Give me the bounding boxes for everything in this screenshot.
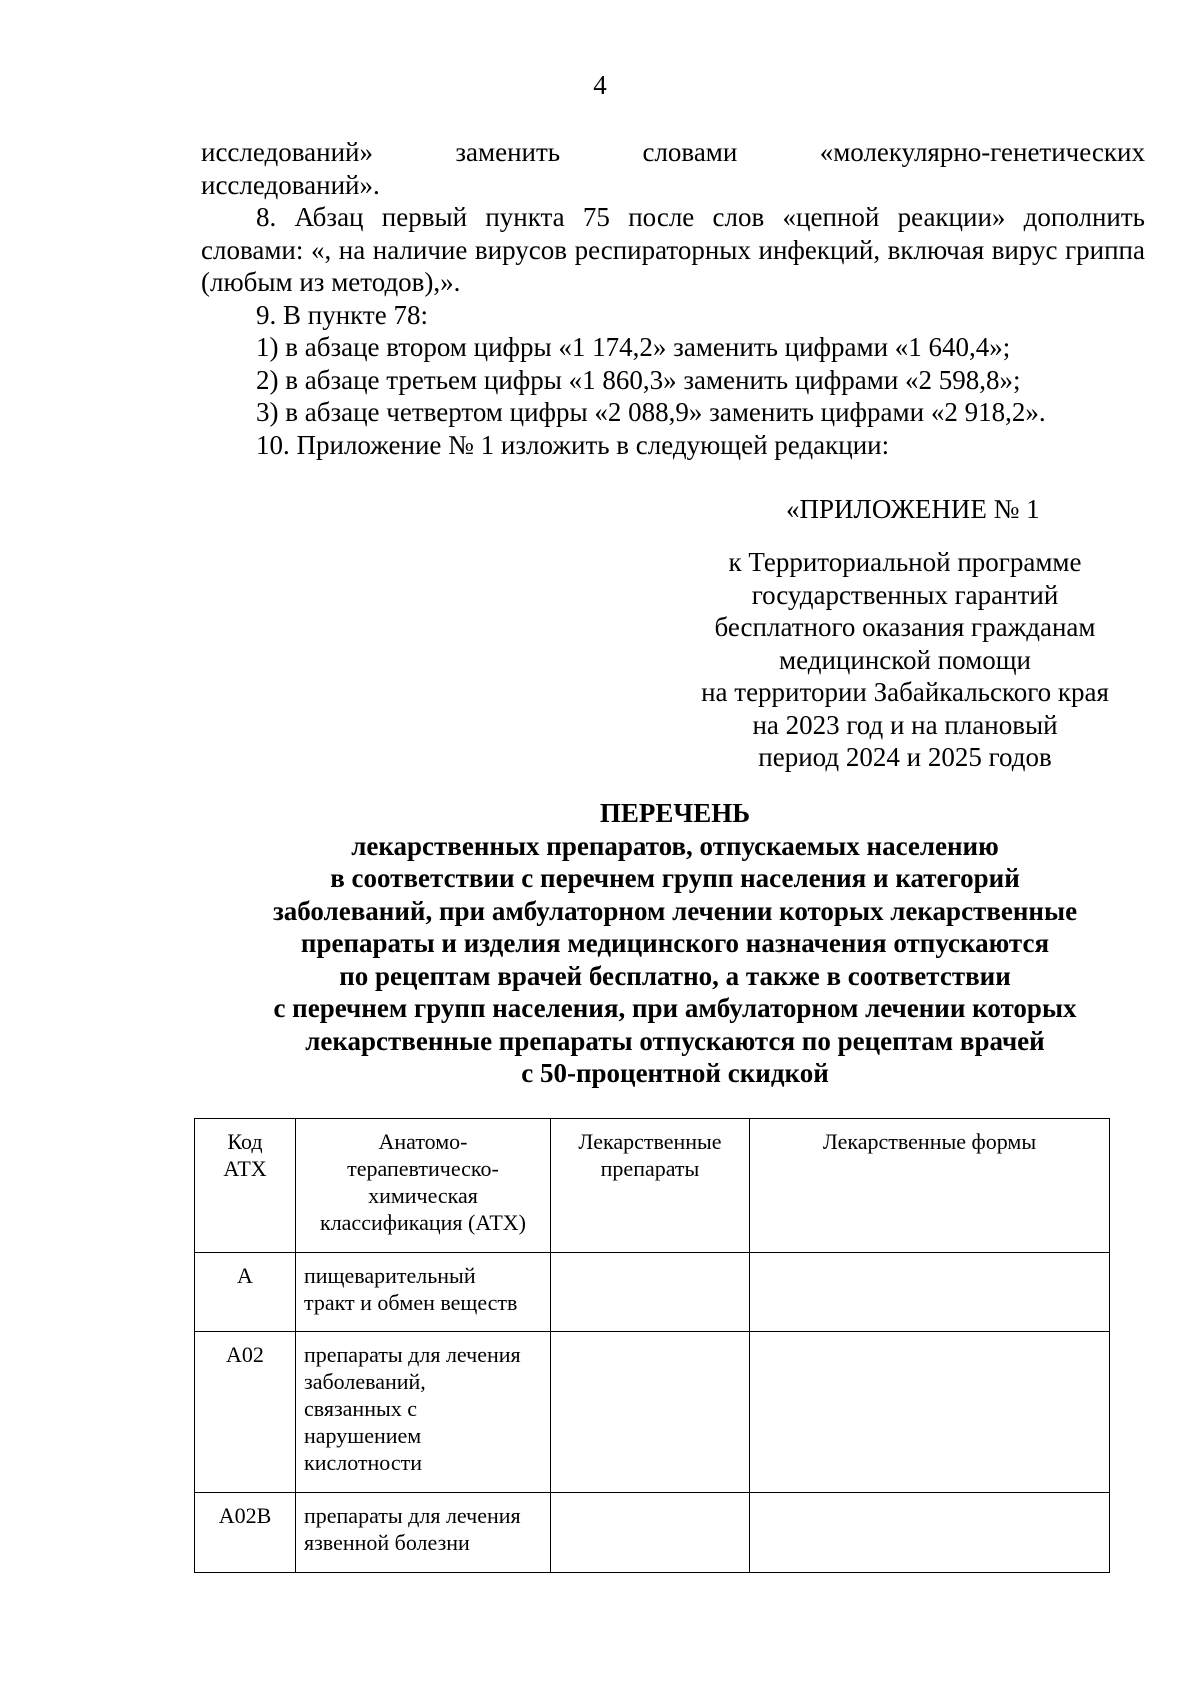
document-title-line: лекарственных препаратов, отпускаемых населению [351,830,999,861]
cell-forms [750,1253,1110,1332]
paragraph-8: 8. Абзац первый пункта 75 после слов «цепной реакции» дополнить словами: «, на наличие вирусов респираторных инфекций, включая вирус гриппа (любым из методов),». [201,202,1145,297]
table-header-row [195,1119,1110,1253]
body-text [201,136,1145,461]
cell-code: А [195,1253,296,1332]
header-code-line: АТХ [223,1156,267,1181]
document-title-line: заболеваний, при амбулаторном лечении которых лекарственные [272,895,1078,926]
cell-atx [296,1253,551,1332]
cell-atx-line: препараты для лечения [304,1342,521,1367]
cell-atx [296,1493,551,1573]
cell-drugs [551,1253,750,1332]
document-title-line: в соответствии с перечнем групп населения и категорий [330,863,1020,893]
page-number: 4 [593,70,607,100]
header-drugs [551,1119,750,1253]
appendix-subtitle-line: медицинской помощи [779,644,1031,675]
cell-forms [750,1493,1110,1573]
cell-drugs [551,1493,750,1573]
cell-atx-line: кислотности [304,1450,423,1475]
document-title-line: ПЕРЕЧЕНЬ [599,798,751,828]
appendix-subtitle-line: к Территориальной программе [728,547,1082,577]
cell-code: А02 [195,1332,296,1493]
line1-word: «молекулярно-генетических [819,137,1145,167]
header-code-line: Код [227,1129,263,1154]
header-atx [296,1119,551,1253]
cell-atx-line: язвенной болезни [304,1530,470,1555]
cell-atx-line: тракт и обмен веществ [304,1290,518,1315]
header-atx-line: классификация (АТХ) [320,1210,526,1235]
header-forms [750,1119,1110,1253]
line1-word: словами [642,137,738,167]
cell-atx-line: заболеваний, [304,1369,426,1394]
paragraph-10: 10. Приложение № 1 изложить в следующей редакции: [256,429,890,460]
cell-atx-line: пищеварительный [304,1263,476,1288]
appendix-subtitle-line: на территории Забайкальского края [701,677,1109,707]
cell-forms [750,1332,1110,1493]
header-atx-line: терапевтическо- [347,1156,499,1181]
appendix-subtitle-line: на 2023 год и на плановый [752,709,1058,740]
header-atx-line: химическая [368,1183,478,1208]
document-title-line: препараты и изделия медицинского назначения отпускаются [300,928,1050,958]
document-title-line: лекарственные препараты отпускаются по рецептам врачей [305,1025,1045,1056]
paragraph-9-3: 3) в абзаце четвертом цифры «2 088,9» заменить цифрами «2 918,2». [256,397,1046,427]
line1-word: исследований» [201,137,373,167]
line-2: исследований». [201,169,380,200]
document-title-line: по рецептам врачей бесплатно, а также в соответствии [339,960,1011,991]
appendix-subtitle-line: период 2024 и 2025 годов [758,742,1052,772]
cell-atx [296,1332,551,1493]
header-drugs-line: препараты [600,1156,700,1181]
appendix-subtitle-line: государственных гарантий [751,579,1059,610]
cell-code: А02В [195,1493,296,1573]
line1-word: заменить [455,137,561,167]
line-1 [201,136,1145,169]
appendix-title: «ПРИЛОЖЕНИЕ № 1 [786,494,1040,524]
appendix-subtitle [680,546,1130,774]
paragraph-9-2: 2) в абзаце третьем цифры «1 860,3» заменить цифрами «2 598,8»; [256,364,1021,395]
atx-table [194,1118,1110,1573]
cell-drugs [551,1332,750,1493]
appendix-subtitle-line: бесплатного оказания гражданам [714,612,1096,642]
paragraph-9: 9. В пункте 78: [256,299,428,330]
header-forms-line: Лекарственные формы [822,1129,1037,1154]
document-title-line: с перечнем групп населения, при амбулаторном лечении которых [273,993,1077,1023]
table-row [195,1332,1110,1493]
table-row [195,1493,1110,1573]
header-atx-line: Анатомо- [378,1129,468,1154]
paragraph-9-1: 1) в абзаце втором цифры «1 174,2» заменить цифрами «1 640,4»; [256,332,1011,362]
cell-atx-line: препараты для лечения [304,1503,521,1528]
header-code [195,1119,296,1253]
cell-atx-line: связанных с [304,1396,418,1421]
document-title [200,797,1150,1090]
document-title-line: с 50-процентной скидкой [521,1058,829,1088]
cell-atx-line: нарушением [304,1423,422,1448]
table-row [195,1253,1110,1332]
header-drugs-line: Лекарственные [578,1129,722,1154]
